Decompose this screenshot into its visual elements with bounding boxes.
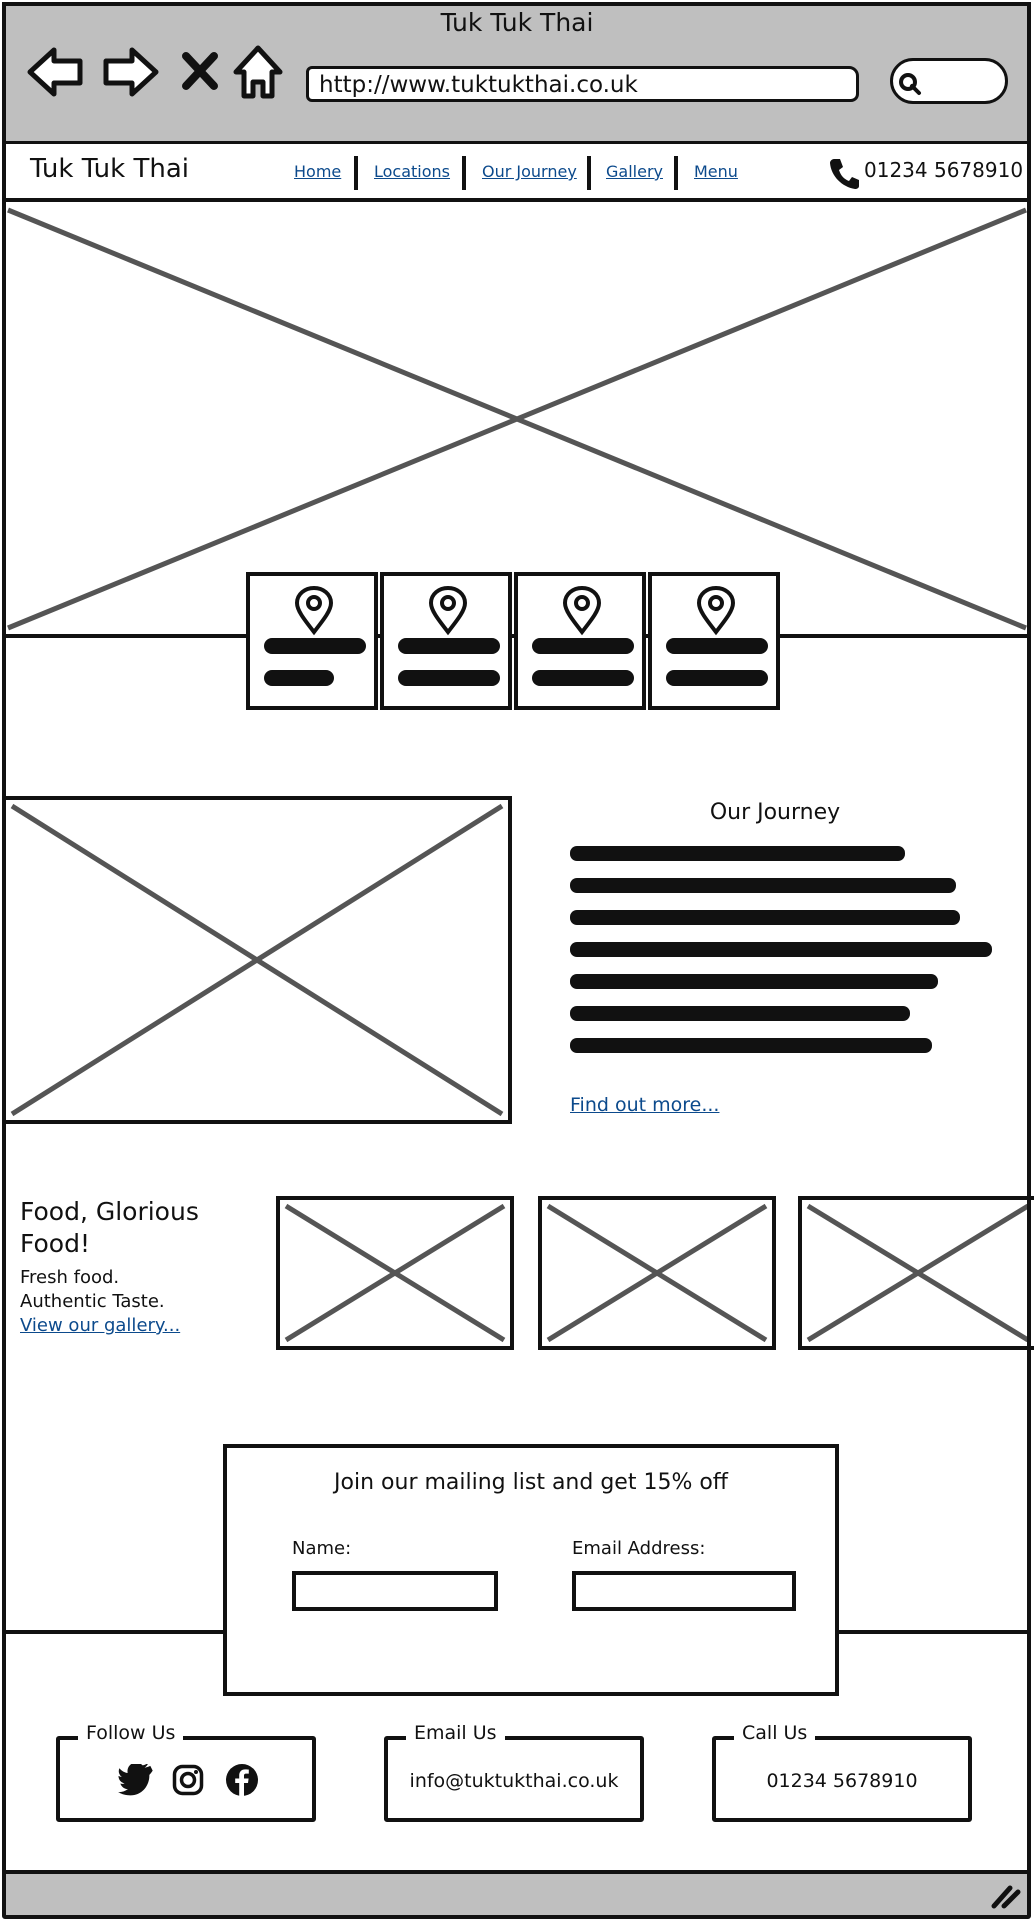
gallery-thumbnail[interactable] (276, 1196, 514, 1350)
nav-separator (674, 156, 678, 190)
footer-email[interactable]: info@tuktukthai.co.uk (409, 1770, 619, 1792)
nav-our-journey[interactable]: Our Journey (482, 162, 577, 181)
journey-image (2, 796, 512, 1124)
location-card[interactable] (648, 572, 780, 710)
site-brand[interactable]: Tuk Tuk Thai (30, 154, 189, 184)
journey-find-out-more-link[interactable]: Find out more... (570, 1094, 720, 1116)
scribble-text (264, 670, 334, 686)
location-pin-icon (294, 586, 334, 636)
footer-phone[interactable]: 01234 5678910 (766, 1770, 918, 1792)
view-gallery-link[interactable]: View our gallery... (20, 1315, 181, 1336)
location-pin-icon (562, 586, 602, 636)
resize-grip-icon[interactable] (990, 1880, 1022, 1910)
address-bar[interactable]: http://www.tuktukthai.co.uk (306, 66, 859, 102)
journey-heading: Our Journey (709, 800, 841, 825)
close-icon[interactable] (180, 50, 220, 92)
twitter-icon[interactable] (118, 1764, 154, 1796)
name-input[interactable] (292, 1571, 498, 1611)
scribble-text (264, 638, 366, 654)
home-icon[interactable] (232, 44, 284, 102)
location-pin-icon (428, 586, 468, 636)
mailing-list-heading: Join our mailing list and get 15% off (334, 1470, 728, 1495)
location-card[interactable] (246, 572, 378, 710)
food-tagline-line: Fresh food. (20, 1267, 120, 1288)
scribble-text (666, 670, 768, 686)
nav-home[interactable]: Home (294, 162, 342, 181)
nav-menu[interactable]: Menu (694, 162, 738, 181)
location-pin-icon (696, 586, 736, 636)
call-us-label: Call Us (734, 1722, 815, 1744)
nav-separator (354, 156, 358, 190)
gallery-thumbnail[interactable] (538, 1196, 776, 1350)
location-card[interactable] (514, 572, 646, 710)
nav-separator (587, 156, 591, 190)
journey-body-text (570, 840, 1000, 1060)
food-tagline (20, 1266, 180, 1338)
back-arrow-icon[interactable] (26, 44, 86, 100)
scribble-text (398, 670, 500, 686)
nav-locations[interactable]: Locations (374, 162, 451, 181)
location-card[interactable] (380, 572, 512, 710)
phone-icon (828, 156, 860, 190)
scribble-text (532, 638, 634, 654)
scribble-text (666, 638, 768, 654)
food-heading: Food, Glorious Food! (20, 1197, 199, 1258)
nav-gallery[interactable]: Gallery (606, 162, 663, 181)
header-phone[interactable]: 01234 5678910 (864, 158, 1024, 182)
search-icon[interactable] (898, 72, 922, 96)
browser-status-bar (4, 1870, 1030, 1917)
email-us-label: Email Us (406, 1722, 505, 1744)
follow-us-label: Follow Us (78, 1722, 183, 1744)
forward-arrow-icon[interactable] (100, 44, 160, 100)
email-input[interactable] (572, 1571, 796, 1611)
food-tagline-line: Authentic Taste. (20, 1291, 165, 1312)
scribble-text (532, 670, 634, 686)
scribble-text (398, 638, 500, 654)
facebook-icon[interactable] (224, 1762, 260, 1798)
email-label: Email Address: (572, 1538, 706, 1559)
instagram-icon[interactable] (172, 1764, 204, 1796)
name-label: Name: (292, 1538, 352, 1559)
nav-separator (462, 156, 466, 190)
gallery-thumbnail[interactable] (798, 1196, 1034, 1350)
window-title: Tuk Tuk Thai (440, 8, 594, 37)
